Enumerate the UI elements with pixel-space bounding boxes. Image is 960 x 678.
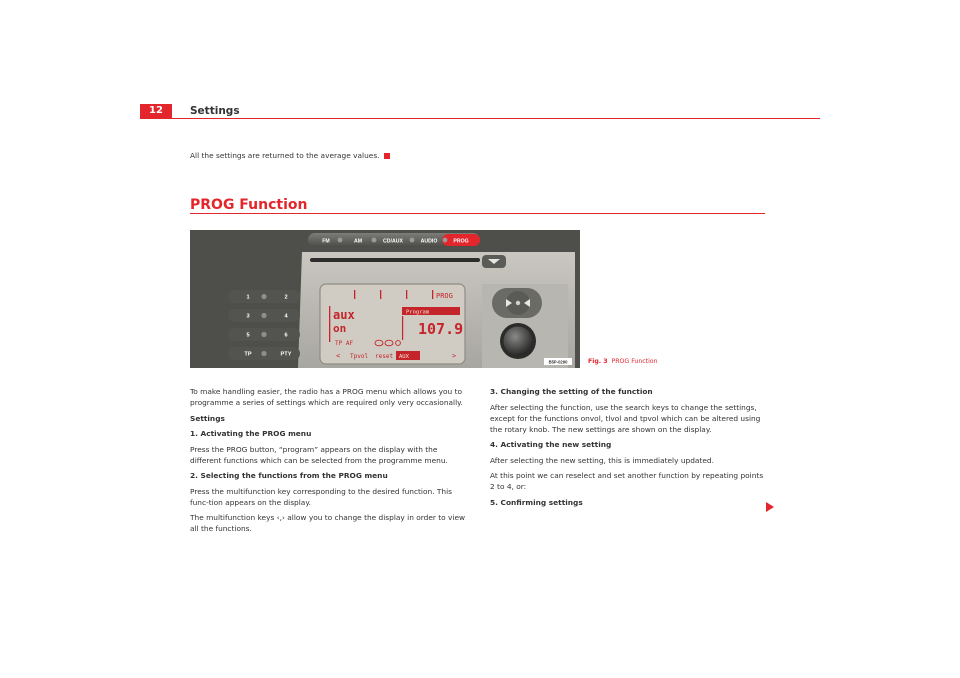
- step-2-text: Press the multifunction key corresponding to the desired function. This func-tion appears on the display.: [190, 486, 452, 507]
- preset-3[interactable]: 3: [246, 313, 250, 320]
- step-4-text-2: At this point we can reselect and set another function by repeating points 2 to 4, or:: [490, 471, 764, 491]
- radio-figure: [190, 230, 580, 368]
- top-button-prog[interactable]: PROG: [453, 238, 469, 245]
- left-column: [190, 386, 470, 539]
- section-title: PROG Function: [190, 197, 308, 213]
- preset-5[interactable]: 5: [246, 332, 250, 339]
- tp-button[interactable]: TP: [244, 351, 252, 358]
- display-menu-prev-icon: <: [336, 352, 341, 360]
- step-4-heading: 4. Activating the new setting: [490, 440, 612, 449]
- radio-illustration: [190, 230, 580, 368]
- section-divider: [190, 213, 765, 214]
- pty-button[interactable]: PTY: [280, 351, 292, 358]
- page-number: 12: [149, 105, 163, 116]
- display-menu-item-1: Tpvol: [350, 353, 369, 360]
- step-4-text: After selecting the new setting, this is immediately updated.: [490, 455, 714, 465]
- rotary-knob[interactable]: [504, 327, 533, 356]
- intro-text: All the settings are returned to the average values.: [190, 151, 380, 160]
- cd-slot: [310, 258, 480, 262]
- preset-1[interactable]: 1: [246, 294, 250, 301]
- intro-paragraph: [190, 151, 390, 160]
- step-1-heading: 1. Activating the PROG menu: [190, 429, 312, 438]
- step-5-heading: 5. Confirming settings: [490, 497, 583, 507]
- display-source: aux: [333, 308, 355, 322]
- top-button-cd-aux[interactable]: CD/AUX: [383, 238, 403, 245]
- step-2-heading: 2. Selecting the functions from the PROG menu: [190, 471, 388, 480]
- figure-code: B5P-0290: [548, 359, 568, 365]
- display-indicators: TP AF: [335, 340, 354, 347]
- display-prog-label: PROG: [436, 292, 453, 300]
- step-2-text-2: The multifunction keys ‹,› allow you to change the display in order to view all the functions.: [190, 513, 466, 533]
- figure-caption: [588, 358, 658, 365]
- top-button-fm[interactable]: FM: [322, 238, 330, 245]
- display-menu-next-icon: >: [452, 352, 457, 360]
- figure-caption-label: Fig. 3: [588, 358, 608, 365]
- display-source-state: on: [333, 322, 347, 335]
- top-button-audio[interactable]: AUDIO: [420, 238, 438, 245]
- step-1-text: Press the PROG button, “program” appears on the display with the different functions which can be selected from the programme menu.: [190, 444, 448, 465]
- display-menu-item-3: AUX: [399, 354, 409, 360]
- display-frequency: 107.9: [418, 320, 464, 338]
- preset-2[interactable]: 2: [284, 294, 288, 301]
- step-3-text: After selecting the function, use the search keys to change the settings, except for the functions onvol, tlvol and tpvol which can be altered using the rotary knob. The new settings are shown on the display.: [490, 402, 761, 434]
- preset-4[interactable]: 4: [284, 313, 288, 320]
- header-title: Settings: [190, 105, 240, 117]
- preset-6[interactable]: 6: [284, 332, 288, 339]
- top-button-am[interactable]: AM: [353, 238, 363, 245]
- continue-arrow-icon: [766, 502, 774, 512]
- step-3-heading: 3. Changing the setting of the function: [490, 387, 653, 396]
- end-of-section-icon: [384, 153, 390, 159]
- paragraph: To make handling easier, the radio has a PROG menu which allows you to programme a series of settings which are required only very occasionally.: [190, 387, 463, 407]
- display-menu-item-2: reset: [375, 353, 394, 360]
- right-column: [490, 386, 770, 512]
- settings-heading: Settings: [190, 413, 225, 423]
- display-program-label: Program: [406, 309, 430, 316]
- figure-caption-text: PROG Function: [611, 358, 658, 365]
- header-divider: [140, 118, 820, 119]
